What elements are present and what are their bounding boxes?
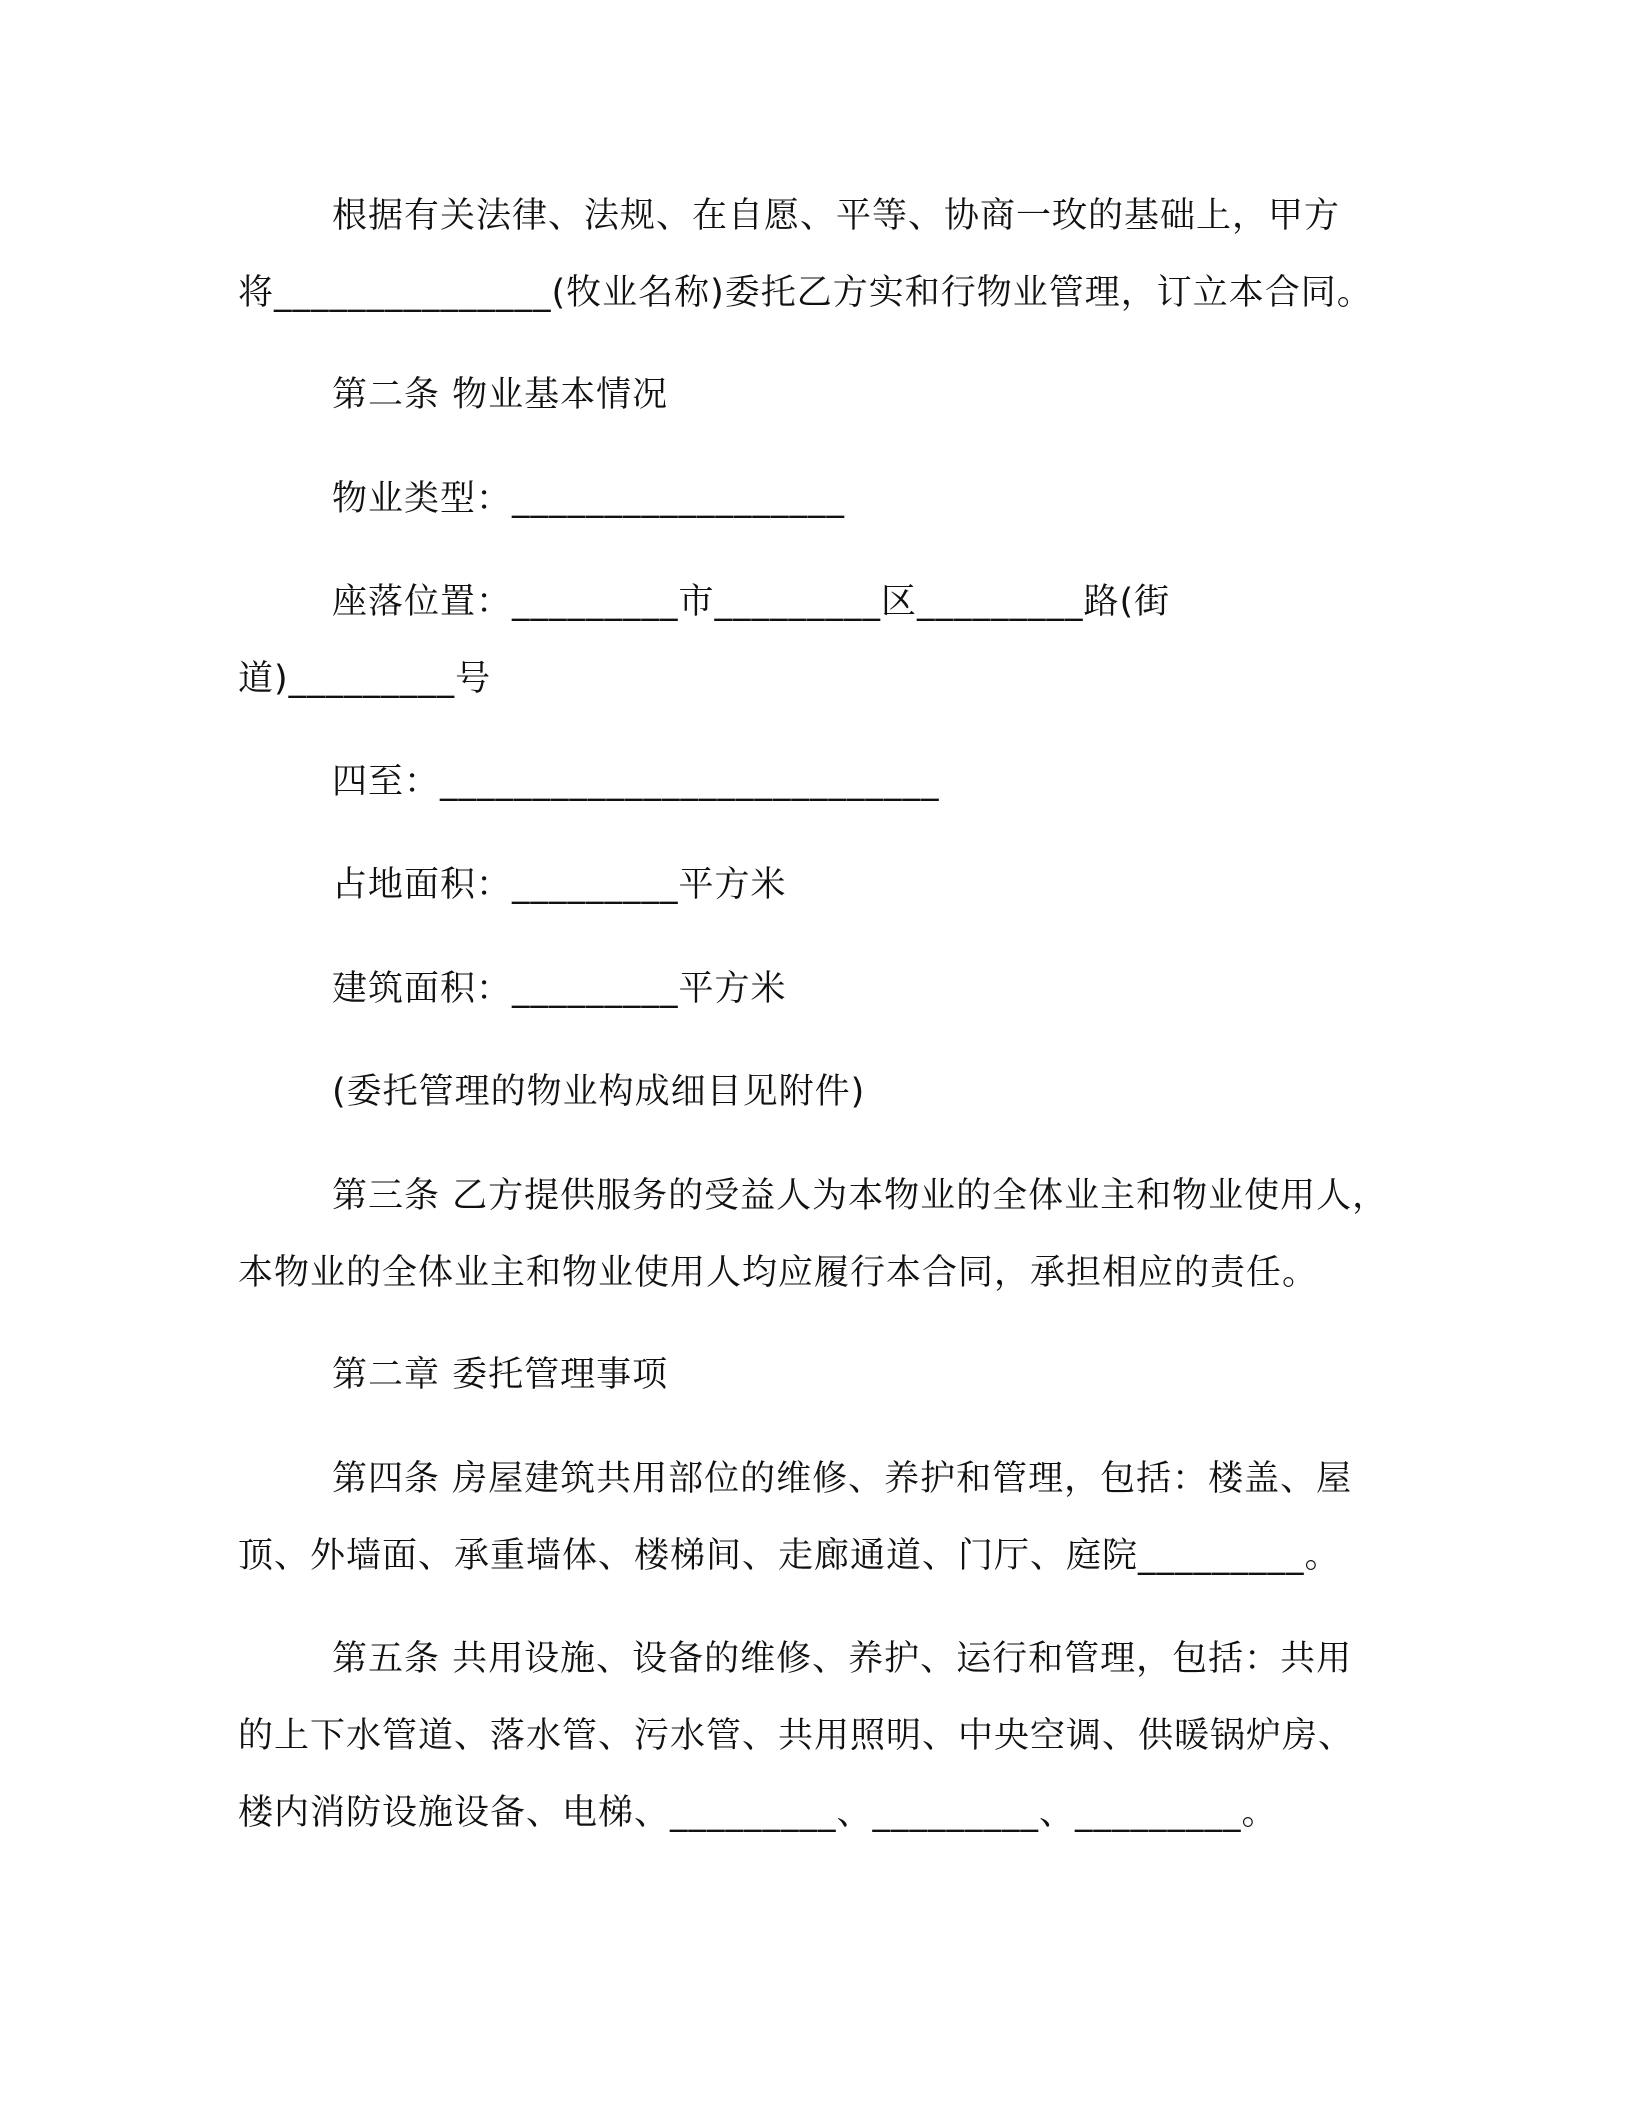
- note-attachment: (委托管理的物业构成细目见附件): [332, 1072, 866, 1112]
- field-property-type: 物业类型：__________________: [332, 479, 846, 519]
- article-3-line-1: 第三条 乙方提供服务的受益人为本物业的全体业主和物业使用人，: [332, 1176, 1389, 1216]
- paragraph-intro-line-1: 根据有关法律、法规、在自愿、平等、协商一玫的基础上，甲方: [332, 196, 1341, 236]
- field-location-line-2: 道)_________号: [238, 659, 492, 699]
- article-2-heading: 第二条 物业基本情况: [332, 375, 669, 415]
- article-3-line-2: 本物业的全体业主和物业使用人均应履行本合同，承担相应的责任。: [238, 1253, 1319, 1293]
- field-location-line-1: 座落位置：_________市_________区_________路(街: [332, 582, 1171, 622]
- field-boundaries: 四至：___________________________: [332, 762, 940, 802]
- field-building-area: 建筑面积：_________平方米: [332, 969, 787, 1009]
- article-4-line-1: 第四条 房屋建筑共用部位的维修、养护和管理，包括：楼盖、屋: [332, 1459, 1353, 1499]
- article-4-line-2: 顶、外墙面、承重墙体、楼梯间、走廊通道、门厅、庭院_________。: [238, 1536, 1341, 1576]
- chapter-2-heading: 第二章 委托管理事项: [332, 1355, 669, 1395]
- field-land-area: 占地面积：_________平方米: [332, 865, 787, 905]
- article-5-line-3: 楼内消防设施设备、电梯、_________、_________、_________。: [238, 1793, 1278, 1833]
- paragraph-intro-line-2: 将_______________(牧业名称)委托乙方实和行物业管理，订立本合同。: [238, 273, 1373, 313]
- article-5-line-2: 的上下水管道、落水管、污水管、共用照明、中央空调、供暖锅炉房、: [238, 1716, 1355, 1756]
- article-5-line-1: 第五条 共用设施、设备的维修、养护、运行和管理，包括：共用: [332, 1639, 1353, 1679]
